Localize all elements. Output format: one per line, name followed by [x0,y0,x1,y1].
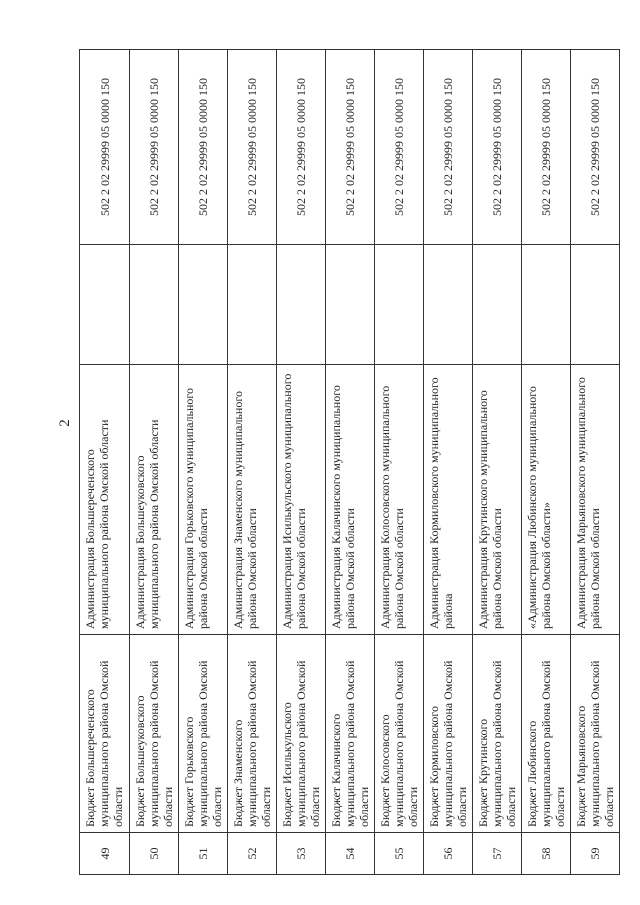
budget-code-cell: 502 2 02 29999 05 0000 150 [424,50,473,245]
administrator-cell: Администрация Большеуковского муниципального района Омской области [130,365,179,635]
budget-name-cell: Бюджет Исилькульского муниципального района Омской области [277,635,326,833]
administrator-cell: Администрация Калачинского муниципального района Омской области [326,365,375,635]
empty-cell [522,245,571,365]
budget-name-cell: Бюджет Большеуковского муниципального района Омской области [130,635,179,833]
table-row [522,50,571,875]
administrator-cell: Администрация Горьковского муниципального района Омской области [179,365,228,635]
administrator-cell: Администрация Знаменского муниципального района Омской области [228,365,277,635]
administrator-cell: «Администрация Любинского муниципального района Омской области» [522,365,571,635]
budget-code-cell: 502 2 02 29999 05 0000 150 [179,50,228,245]
table-row [571,50,620,875]
table-row [277,50,326,875]
empty-cell [424,245,473,365]
empty-cell [375,245,424,365]
row-number: 52 [228,833,277,875]
empty-cell [130,245,179,365]
row-number: 56 [424,833,473,875]
budget-code-cell: 502 2 02 29999 05 0000 150 [228,50,277,245]
row-number: 50 [130,833,179,875]
budget-name-cell: Бюджет Калачинского муниципального района Омской области [326,635,375,833]
budget-name-cell: Бюджет Крутинского муниципального района Омской области [473,635,522,833]
budget-name-cell: Бюджет Горьковского муниципального района Омской области [179,635,228,833]
empty-cell [473,245,522,365]
empty-cell [277,245,326,365]
empty-cell [80,245,130,365]
table-row [130,50,179,875]
row-number: 59 [571,833,620,875]
rotated-table-container [57,25,616,875]
page-number: 2 [57,419,73,427]
budget-name-cell: Бюджет Любинского муниципального района Омской области [522,635,571,833]
empty-cell [179,245,228,365]
table-row [228,50,277,875]
table-row [326,50,375,875]
administrator-cell: Администрация Марьяновского муниципального района Омской области [571,365,620,635]
row-number: 51 [179,833,228,875]
budget-name-cell: Бюджет Колосовского муниципального района Омской области [375,635,424,833]
administrator-cell: Администрация Колосовского муниципального района Омской области [375,365,424,635]
budget-code-cell: 502 2 02 29999 05 0000 150 [130,50,179,245]
table-row [375,50,424,875]
budget-code-cell: 502 2 02 29999 05 0000 150 [473,50,522,245]
row-number: 53 [277,833,326,875]
empty-cell [326,245,375,365]
administrator-cell: Администрация Крутинского муниципального района Омской области [473,365,522,635]
budget-code-cell: 502 2 02 29999 05 0000 150 [522,50,571,245]
budget-name-cell: Бюджет Кормиловского муниципального района Омской области [424,635,473,833]
budget-code-cell: 502 2 02 29999 05 0000 150 [375,50,424,245]
budget-name-cell: Бюджет Знаменского муниципального района Омской области [228,635,277,833]
table-row [179,50,228,875]
table-row [80,50,130,875]
table-row [424,50,473,875]
row-number: 49 [80,833,130,875]
administrator-cell: Администрация Кормиловского муниципального района [424,365,473,635]
budget-code-cell: 502 2 02 29999 05 0000 150 [277,50,326,245]
row-number: 58 [522,833,571,875]
administrator-cell: Администрация Исилькульского муниципального района Омской области [277,365,326,635]
empty-cell [228,245,277,365]
row-number: 54 [326,833,375,875]
budget-code-cell: 502 2 02 29999 05 0000 150 [80,50,130,245]
row-number: 55 [375,833,424,875]
empty-cell [571,245,620,365]
table-body [80,50,620,875]
row-number: 57 [473,833,522,875]
budget-name-cell: Бюджет Большереченского муниципального района Омской области [80,635,130,833]
budget-code-cell: 502 2 02 29999 05 0000 150 [326,50,375,245]
budget-name-cell: Бюджет Марьяновского муниципального района Омской области [571,635,620,833]
table-row [473,50,522,875]
administrator-cell: Администрация Большереченского муниципального района Омской области [80,365,130,635]
budget-code-cell: 502 2 02 29999 05 0000 150 [571,50,620,245]
budget-table [79,49,620,875]
